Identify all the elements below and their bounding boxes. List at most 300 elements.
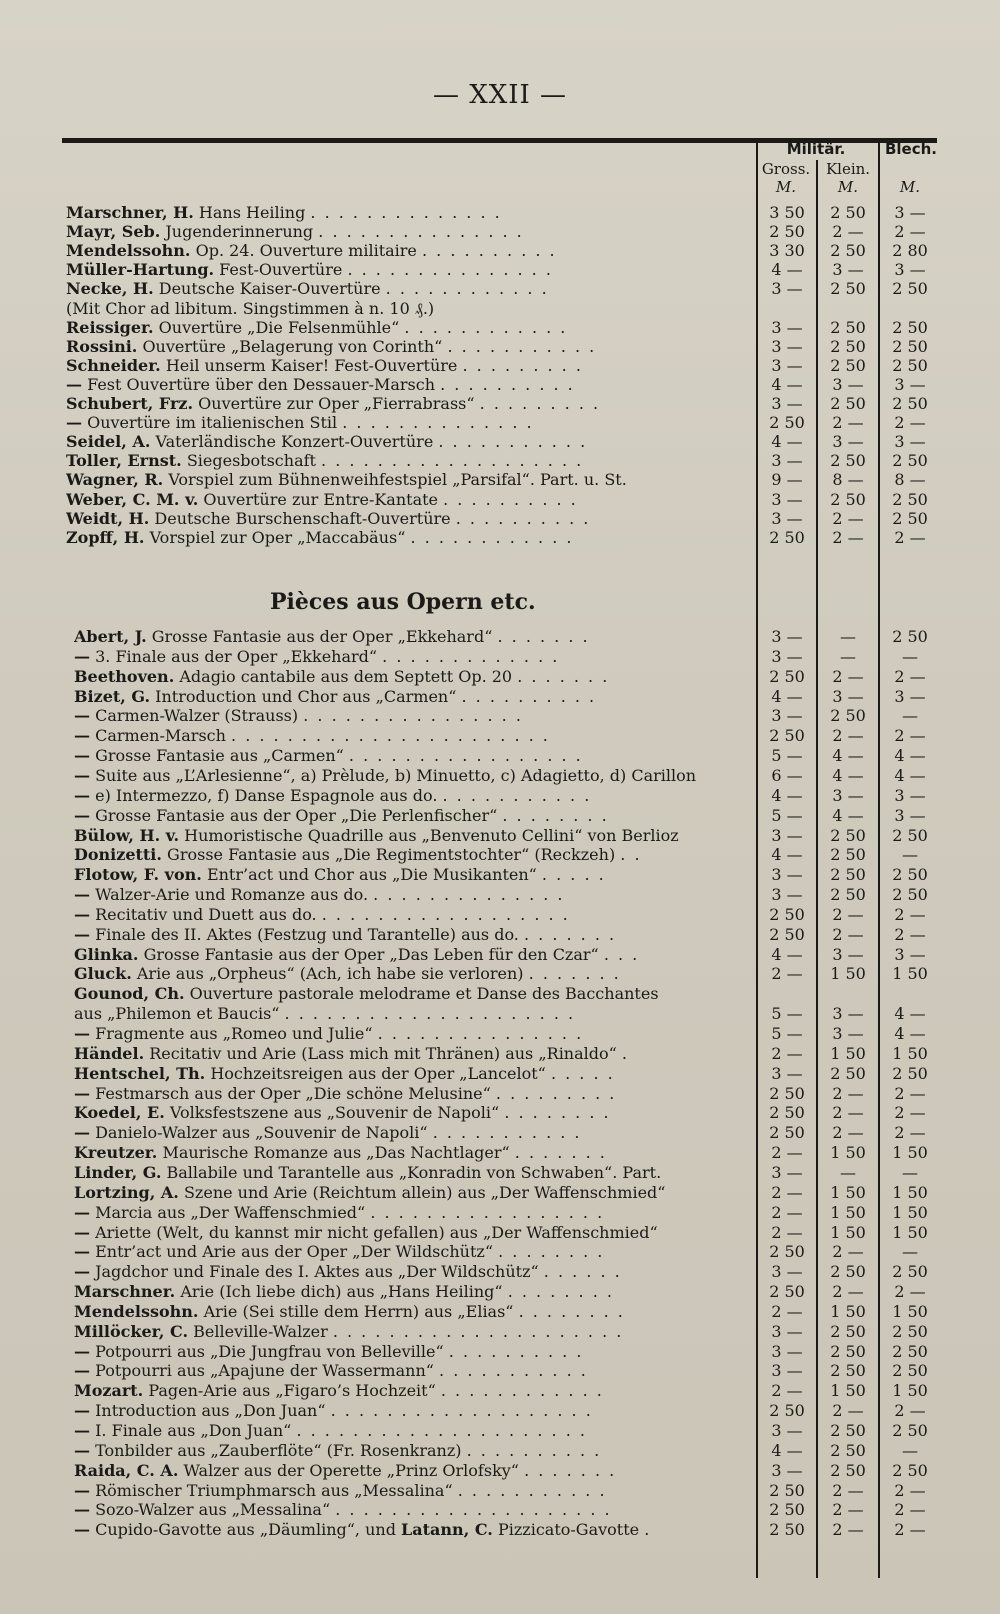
dot-leader: . . . . . . . . <box>518 1301 625 1321</box>
catalog-entry <box>0 1064 1000 1084</box>
price-klein: 2 50 <box>830 865 866 885</box>
price-blech: 2 50 <box>892 394 928 413</box>
work-title: Ouvertüre „Belagerung von Corinth“ <box>142 336 443 356</box>
price-gross: 3 — <box>771 865 803 885</box>
catalog-entry <box>0 1163 1000 1183</box>
composer-name: Kreutzer. <box>74 1143 158 1163</box>
composer-name: — <box>74 1361 90 1381</box>
work-title: Walzer-Arie und Romanze aus do. <box>95 885 369 905</box>
dot-leader: . . . . . . . <box>517 666 610 686</box>
composer-name: — <box>74 1500 90 1520</box>
catalog-entry <box>0 1500 1000 1520</box>
work-title: Ouverture pastorale melodrame et Danse des Bacchantes <box>189 984 659 1004</box>
entry-title <box>74 826 748 846</box>
catalog-entry <box>0 451 1000 471</box>
dot-leader: . . . . . . . . . . . . . . <box>342 413 534 433</box>
price-blech: 3 — <box>894 944 926 964</box>
catalog-entry <box>0 1203 1000 1223</box>
work-title: Pizzicato-Gavotte <box>497 1520 640 1540</box>
price-klein: 3 — <box>832 686 864 706</box>
catalog-entry <box>0 375 1000 395</box>
entry-title <box>66 528 748 548</box>
price-blech: 8 — <box>894 470 926 490</box>
composer-name: Millöcker, C. <box>74 1321 189 1341</box>
price-klein: 4 — <box>832 746 864 766</box>
work-title: Tonbilder aus „Zauberflöte“ (Fr. Rosenkranz) <box>95 1440 462 1460</box>
composer-name: — <box>74 1341 90 1361</box>
work-title: Siegesbotschaft <box>186 451 316 471</box>
entry-title <box>74 1103 748 1123</box>
composer-name: — <box>74 765 90 785</box>
entry-title <box>74 806 748 826</box>
entry-title <box>74 706 748 726</box>
price-gross: 4 — <box>771 845 803 865</box>
price-gross: 4 — <box>771 686 803 706</box>
price-klein: 2 — <box>832 1123 864 1143</box>
composer-name: — <box>66 374 82 394</box>
dot-leader: . . . . . . . . . . . . . . . . . . . . . <box>296 1421 587 1440</box>
composer-name: — <box>74 1440 90 1460</box>
composer-name: Bülow, H. v. <box>74 825 180 845</box>
price-gross: 3 — <box>771 508 803 528</box>
catalog-entry <box>0 279 1000 299</box>
section-heading: Pièces aus Opern etc. <box>270 589 536 615</box>
entry-title <box>74 845 748 865</box>
work-title: Deutsche Burschenschaft-Ouvertüre <box>154 508 451 528</box>
price-klein: — <box>840 627 856 646</box>
dot-leader: . <box>621 1043 630 1063</box>
entry-title <box>74 687 748 707</box>
price-blech: 2 50 <box>892 451 928 471</box>
entry-title <box>74 964 748 984</box>
composer-name: — <box>74 1242 90 1262</box>
entry-title <box>74 865 748 885</box>
price-blech: 2 — <box>894 1282 926 1302</box>
price-gross: 2 50 <box>769 726 805 746</box>
catalog-entry <box>0 945 1000 965</box>
dot-leader: . . . . . . . <box>523 924 617 944</box>
work-title: Jugenderinnerung <box>165 222 314 242</box>
entry-title <box>66 356 748 376</box>
price-blech: 1 50 <box>892 1222 928 1242</box>
price-blech: 2 50 <box>892 508 928 528</box>
entry-title <box>74 1441 748 1461</box>
price-klein: 2 50 <box>830 825 866 845</box>
price-klein: 2 — <box>832 666 864 686</box>
price-klein: 1 50 <box>830 1182 866 1202</box>
catalog-entry <box>0 318 1000 338</box>
work-title: Sozo-Walzer aus „Messalina“ <box>95 1500 331 1520</box>
catalog-entry <box>0 667 1000 687</box>
price-blech: 2 — <box>894 726 926 746</box>
entry-title <box>74 1242 748 1262</box>
work-title: Cupido-Gavotte aus „Däumling“, und <box>95 1520 396 1540</box>
price-blech: — <box>902 845 918 865</box>
entry-title <box>66 222 748 242</box>
dot-leader: . . . . . . . . . . <box>461 686 597 706</box>
catalog-entry <box>0 356 1000 376</box>
price-blech: 3 — <box>894 785 926 805</box>
work-title: Hans Heiling <box>198 203 306 222</box>
composer-name: — <box>74 1480 90 1500</box>
price-gross: 4 — <box>771 1440 803 1460</box>
entry-title <box>66 432 748 452</box>
work-title: Walzer aus der Operette „Prinz Orlofsky“ <box>183 1460 519 1480</box>
composer-name: Zopff, H. <box>66 527 145 547</box>
catalog-entry <box>0 1342 1000 1362</box>
composer-name: Weber, C. M. v. <box>66 489 199 509</box>
price-blech: 2 50 <box>892 1361 928 1381</box>
composer-name: — <box>74 1421 90 1440</box>
catalog-entry <box>0 528 1000 548</box>
price-klein: 2 — <box>832 1103 864 1123</box>
price-blech: 1 50 <box>892 1381 928 1401</box>
work-title: Potpourri aus „Apajune der Wassermann“ <box>95 1361 434 1381</box>
entry-title <box>66 509 748 529</box>
composer-name: Raida, C. A. <box>74 1460 179 1480</box>
price-blech: — <box>902 1440 918 1460</box>
catalog-entry <box>0 1004 1000 1024</box>
composer-name: — <box>74 726 90 746</box>
price-gross: 5 — <box>771 1004 803 1024</box>
work-title: Potpourri aus „Die Jungfrau von Belleville“ <box>95 1341 444 1361</box>
price-klein: 3 — <box>832 785 864 805</box>
price-klein: 2 — <box>832 222 864 242</box>
price-blech: 2 50 <box>892 627 928 646</box>
price-blech: 2 50 <box>892 489 928 509</box>
price-gross: 3 — <box>771 451 803 471</box>
price-gross: 2 50 <box>769 924 805 944</box>
work-title: Entr’act und Chor aus „Die Musikanten“ <box>206 865 537 885</box>
catalog-entry <box>0 432 1000 452</box>
catalog-entry <box>0 470 1000 490</box>
price-gross: 9 — <box>771 470 803 490</box>
price-gross: 2 — <box>771 1182 803 1202</box>
catalog-entry <box>0 1520 1000 1540</box>
price-klein: 1 50 <box>830 1202 866 1222</box>
work-title: Marcia aus „Der Waffenschmied“ <box>95 1202 366 1222</box>
entry-title <box>74 667 748 687</box>
composer-name: — <box>74 1123 90 1143</box>
work-title: Suite aus „L’Arlesienne“, a) Prèlude, b) Minuetto, c) Adagietto, d) Carillon <box>95 765 697 785</box>
price-klein: 2 50 <box>830 317 866 337</box>
price-blech: 4 — <box>894 746 926 766</box>
catalog-entry <box>0 1361 1000 1381</box>
composer-name: — <box>74 1520 90 1540</box>
entry-title <box>74 1024 748 1044</box>
entry-title <box>74 786 748 806</box>
work-title: Belleville-Walzer <box>193 1321 328 1341</box>
catalog-entry <box>0 687 1000 707</box>
composer-name: Hentschel, Th. <box>74 1063 206 1083</box>
price-gross: 2 50 <box>769 1083 805 1103</box>
price-klein: 2 50 <box>830 885 866 905</box>
entry-title <box>74 1183 748 1203</box>
composer-name: — <box>74 1202 90 1222</box>
composer-name: — <box>74 1222 90 1242</box>
price-gross: 3 30 <box>769 241 805 261</box>
work-title: Römischer Triumphmarsch aus „Messalina“ <box>95 1480 453 1500</box>
price-klein: 2 50 <box>830 279 866 299</box>
price-blech: 2 50 <box>892 1063 928 1083</box>
work-title: Ariette (Welt, du kannst mir nicht gefallen) aus „Der Waffenschmied“ <box>95 1222 658 1242</box>
price-gross: 6 — <box>771 765 803 785</box>
unit-blech: M. <box>899 178 921 196</box>
price-blech: 2 — <box>894 413 926 433</box>
price-klein: 2 50 <box>830 1421 866 1440</box>
catalog-entry <box>0 299 1000 319</box>
dot-leader: . . . . . . . <box>514 1143 607 1163</box>
column-gross: Gross. <box>761 160 811 178</box>
entry-title <box>74 1461 748 1481</box>
entry-title <box>66 375 748 395</box>
price-blech: 2 — <box>894 924 926 944</box>
price-klein: 1 50 <box>830 964 866 984</box>
price-klein: 2 50 <box>830 1321 866 1341</box>
work-title: Fest Ouvertüre über den Dessauer-Marsch <box>87 374 436 394</box>
price-klein: 2 50 <box>830 1063 866 1083</box>
dot-leader: . . . . . . . . . . <box>455 508 591 528</box>
price-blech: 2 — <box>894 1083 926 1103</box>
price-klein: 3 — <box>832 1024 864 1043</box>
entry-title <box>74 1203 748 1223</box>
work-title: Grosse Fantasie aus der Oper „Das Leben für den Czar“ <box>143 944 599 964</box>
composer-name: Rossini. <box>66 336 138 356</box>
composer-name: — <box>74 805 90 825</box>
entry-title <box>74 905 748 925</box>
price-gross: 3 — <box>771 1321 803 1341</box>
dot-leader: . . . . . . . . . . <box>422 241 557 261</box>
price-gross: 2 50 <box>769 222 805 242</box>
dot-leader: . . . . . . . . . . . . . . . . . . . <box>321 451 584 471</box>
price-blech: 2 50 <box>892 279 928 299</box>
composer-name: Weidt, H. <box>66 508 150 528</box>
price-gross: 2 — <box>771 1301 803 1321</box>
catalog-entry <box>0 1461 1000 1481</box>
work-title: e) Intermezzo, f) Danse Espagnole aus do. <box>95 785 438 805</box>
work-title: Hochzeitsreigen aus der Oper „Lancelot“ <box>210 1063 546 1083</box>
column-klein: Klein. <box>825 160 871 178</box>
work-title: Szene und Arie (Reichtum allein) aus „Der Waffenschmied“ <box>183 1182 666 1202</box>
price-blech: 2 50 <box>892 336 928 356</box>
entry-title <box>74 1381 748 1401</box>
price-blech: 2 50 <box>892 825 928 845</box>
price-gross: 4 — <box>771 944 803 964</box>
entry-title <box>74 984 748 1004</box>
catalog-entry <box>0 845 1000 865</box>
price-gross: 2 50 <box>769 413 805 433</box>
composer-name: Gounod, Ch. <box>74 984 185 1004</box>
price-klein: 2 50 <box>830 241 866 261</box>
entry-title <box>74 1262 748 1282</box>
composer-name: Linder, G. <box>74 1162 162 1182</box>
dot-leader: . . . . . . . . <box>502 805 609 825</box>
composer-name: — <box>74 1262 90 1282</box>
composer-name: Wagner, R. <box>66 470 164 490</box>
dot-leader: . . . . . . . . . . . . . . <box>310 203 502 222</box>
price-gross: 2 — <box>771 964 803 984</box>
price-gross: 2 50 <box>769 1520 805 1540</box>
dot-leader: . . . . . . . . . . . <box>442 785 592 805</box>
price-gross: 4 — <box>771 785 803 805</box>
catalog-entry <box>0 806 1000 826</box>
price-gross: 3 — <box>771 1421 803 1440</box>
price-blech: 2 — <box>894 1520 926 1540</box>
composer-name: Lortzing, A. <box>74 1182 179 1202</box>
catalog-entry <box>0 647 1000 667</box>
price-gross: 3 — <box>771 646 803 666</box>
price-blech: 1 50 <box>892 1182 928 1202</box>
catalog-entry <box>0 1401 1000 1421</box>
work-title: Ouvertüre zur Entre-Kantate <box>203 489 439 509</box>
price-klein: 2 50 <box>830 203 866 222</box>
price-klein: 2 — <box>832 413 864 433</box>
catalog-entry <box>0 413 1000 433</box>
price-blech: 2 — <box>894 904 926 924</box>
price-blech: 4 — <box>894 1004 926 1024</box>
work-title: Recitativ und Arie (Lass mich mit Thränen) aus „Rinaldo“ <box>149 1043 617 1063</box>
work-title: Arie aus „Orpheus“ (Ach, ich habe sie verloren) <box>136 964 524 984</box>
entry-title <box>74 1302 748 1322</box>
composer-name: Mendelssohn. <box>74 1301 199 1321</box>
catalog-entry <box>0 786 1000 806</box>
entry-title <box>74 885 748 905</box>
work-title: Carmen-Walzer (Strauss) <box>95 706 299 726</box>
catalog-entry <box>0 1381 1000 1401</box>
work-title: Vorspiel zur Oper „Maccabäus“ <box>149 527 406 547</box>
dot-leader: . . . . . . . . . . . . <box>440 1381 604 1401</box>
work-title: Fragmente aus „Romeo und Julie“ <box>95 1024 373 1043</box>
work-title: Entr’act und Arie aus der Oper „Der Wildschütz“ <box>95 1242 493 1262</box>
composer-name: Mayr, Seb. <box>66 222 161 242</box>
price-blech: 2 50 <box>892 1262 928 1282</box>
price-klein: 2 — <box>832 1282 864 1302</box>
price-klein: 8 — <box>832 470 864 490</box>
dot-leader: . . . . . . . . . <box>462 355 583 375</box>
price-gross: 3 — <box>771 355 803 375</box>
catalog-entry <box>0 1223 1000 1243</box>
price-blech: 3 — <box>894 260 926 280</box>
catalog-entry <box>0 746 1000 766</box>
price-blech: 2 50 <box>892 1460 928 1480</box>
entry-title <box>74 1401 748 1421</box>
dot-leader: . . . . . . . . . . . . <box>404 317 568 337</box>
composer-name: Flotow, F. von. <box>74 865 202 885</box>
composer-name: Marschner, H. <box>66 203 194 222</box>
price-blech: 1 50 <box>892 1043 928 1063</box>
price-blech: 2 — <box>894 1401 926 1421</box>
price-blech: 2 80 <box>892 241 928 261</box>
price-klein: 2 — <box>832 1242 864 1262</box>
price-gross: 3 — <box>771 336 803 356</box>
price-klein: 2 50 <box>830 336 866 356</box>
price-gross: 2 50 <box>769 1103 805 1123</box>
work-title: I. Finale aus „Don Juan“ <box>95 1421 292 1440</box>
price-blech: 2 — <box>894 222 926 242</box>
dot-leader: . . . . . . . . . . . . . . . . . . . . <box>335 1500 612 1520</box>
composer-name: — <box>74 646 90 666</box>
dot-leader: . . . . . . . . . . . . . . . . . <box>370 1202 605 1222</box>
work-title: Volksfestszene aus „Souvenir de Napoli“ <box>169 1103 500 1123</box>
price-klein: 1 50 <box>830 1381 866 1401</box>
price-klein: 2 50 <box>830 355 866 375</box>
price-gross: 3 — <box>771 1361 803 1381</box>
dot-leader: . . . . . . . . . . . . . . . . . . . <box>330 1401 593 1421</box>
price-blech: 2 50 <box>892 317 928 337</box>
work-title: Danielo-Walzer aus „Souvenir de Napoli“ <box>95 1123 428 1143</box>
entry-title <box>66 451 748 471</box>
entry-title <box>74 925 748 945</box>
dot-leader: . . . . . . . . <box>504 1103 611 1123</box>
composer-name: Händel. <box>74 1043 145 1063</box>
price-gross: 5 — <box>771 805 803 825</box>
catalog-entry <box>0 766 1000 786</box>
price-klein: 2 — <box>832 924 864 944</box>
price-klein: 3 — <box>832 432 864 452</box>
price-klein: 1 50 <box>830 1043 866 1063</box>
price-blech: — <box>902 1162 918 1182</box>
catalog-entry <box>0 337 1000 357</box>
dot-leader: . . . . . . . . . . . . . . <box>373 885 565 905</box>
price-klein: 2 — <box>832 1520 864 1540</box>
price-klein: 2 — <box>832 1083 864 1103</box>
dot-leader: . . . . . . . . . . . . . . . . . . . . . . . <box>231 726 550 746</box>
work-title: Deutsche Kaiser-Ouvertüre <box>158 279 381 299</box>
dot-leader: . . . . . . . . . . . . . . . . <box>303 706 523 726</box>
price-klein: 2 50 <box>830 451 866 471</box>
entry-title <box>74 1064 748 1084</box>
dot-leader: . . . . . . . . . . . . . . . . . . <box>321 904 570 924</box>
composer-name: — <box>74 1024 90 1043</box>
catalog-entry <box>0 1421 1000 1441</box>
catalog-entry <box>0 885 1000 905</box>
price-blech: 2 50 <box>892 1421 928 1440</box>
column-militaer: Militär. <box>786 140 846 158</box>
price-klein: 3 — <box>832 944 864 964</box>
entry-title <box>66 413 748 433</box>
catalog-entry <box>0 1123 1000 1143</box>
price-blech: — <box>902 1242 918 1262</box>
dot-leader: . . . . . . . . . . <box>466 1440 602 1460</box>
price-klein: 2 — <box>832 1401 864 1421</box>
price-gross: 4 — <box>771 260 803 280</box>
catalog-entry <box>0 1044 1000 1064</box>
price-gross: 2 — <box>771 1143 803 1163</box>
price-gross: 2 50 <box>769 1401 805 1421</box>
dot-leader: . . . . . . . . . . . . <box>385 279 549 299</box>
dot-leader: . . . . . . . . . . . . . . . <box>377 1024 584 1043</box>
price-klein: 2 50 <box>830 1262 866 1282</box>
dot-leader: . . . . . . . . . . . <box>457 1480 607 1500</box>
dot-leader: . . . . . . . . <box>507 1282 614 1302</box>
price-klein: 2 50 <box>830 845 866 865</box>
price-klein: — <box>840 646 856 666</box>
price-gross: 2 50 <box>769 1500 805 1520</box>
price-blech: 2 — <box>894 1480 926 1500</box>
catalog-entry <box>0 706 1000 726</box>
catalog-entry <box>0 1143 1000 1163</box>
work-title: Grosse Fantasie aus „Carmen“ <box>95 746 344 766</box>
entry-title <box>74 1123 748 1143</box>
dot-leader: . . . . . . . <box>524 1460 617 1480</box>
price-klein: 2 50 <box>830 1440 866 1460</box>
catalog-entry <box>0 627 1000 647</box>
dot-leader: . . . . . . . . <box>498 1242 605 1262</box>
entry-title <box>74 766 748 786</box>
composer-name: Seidel, A. <box>66 432 151 452</box>
catalog-entry <box>0 241 1000 261</box>
price-blech: 2 50 <box>892 1341 928 1361</box>
